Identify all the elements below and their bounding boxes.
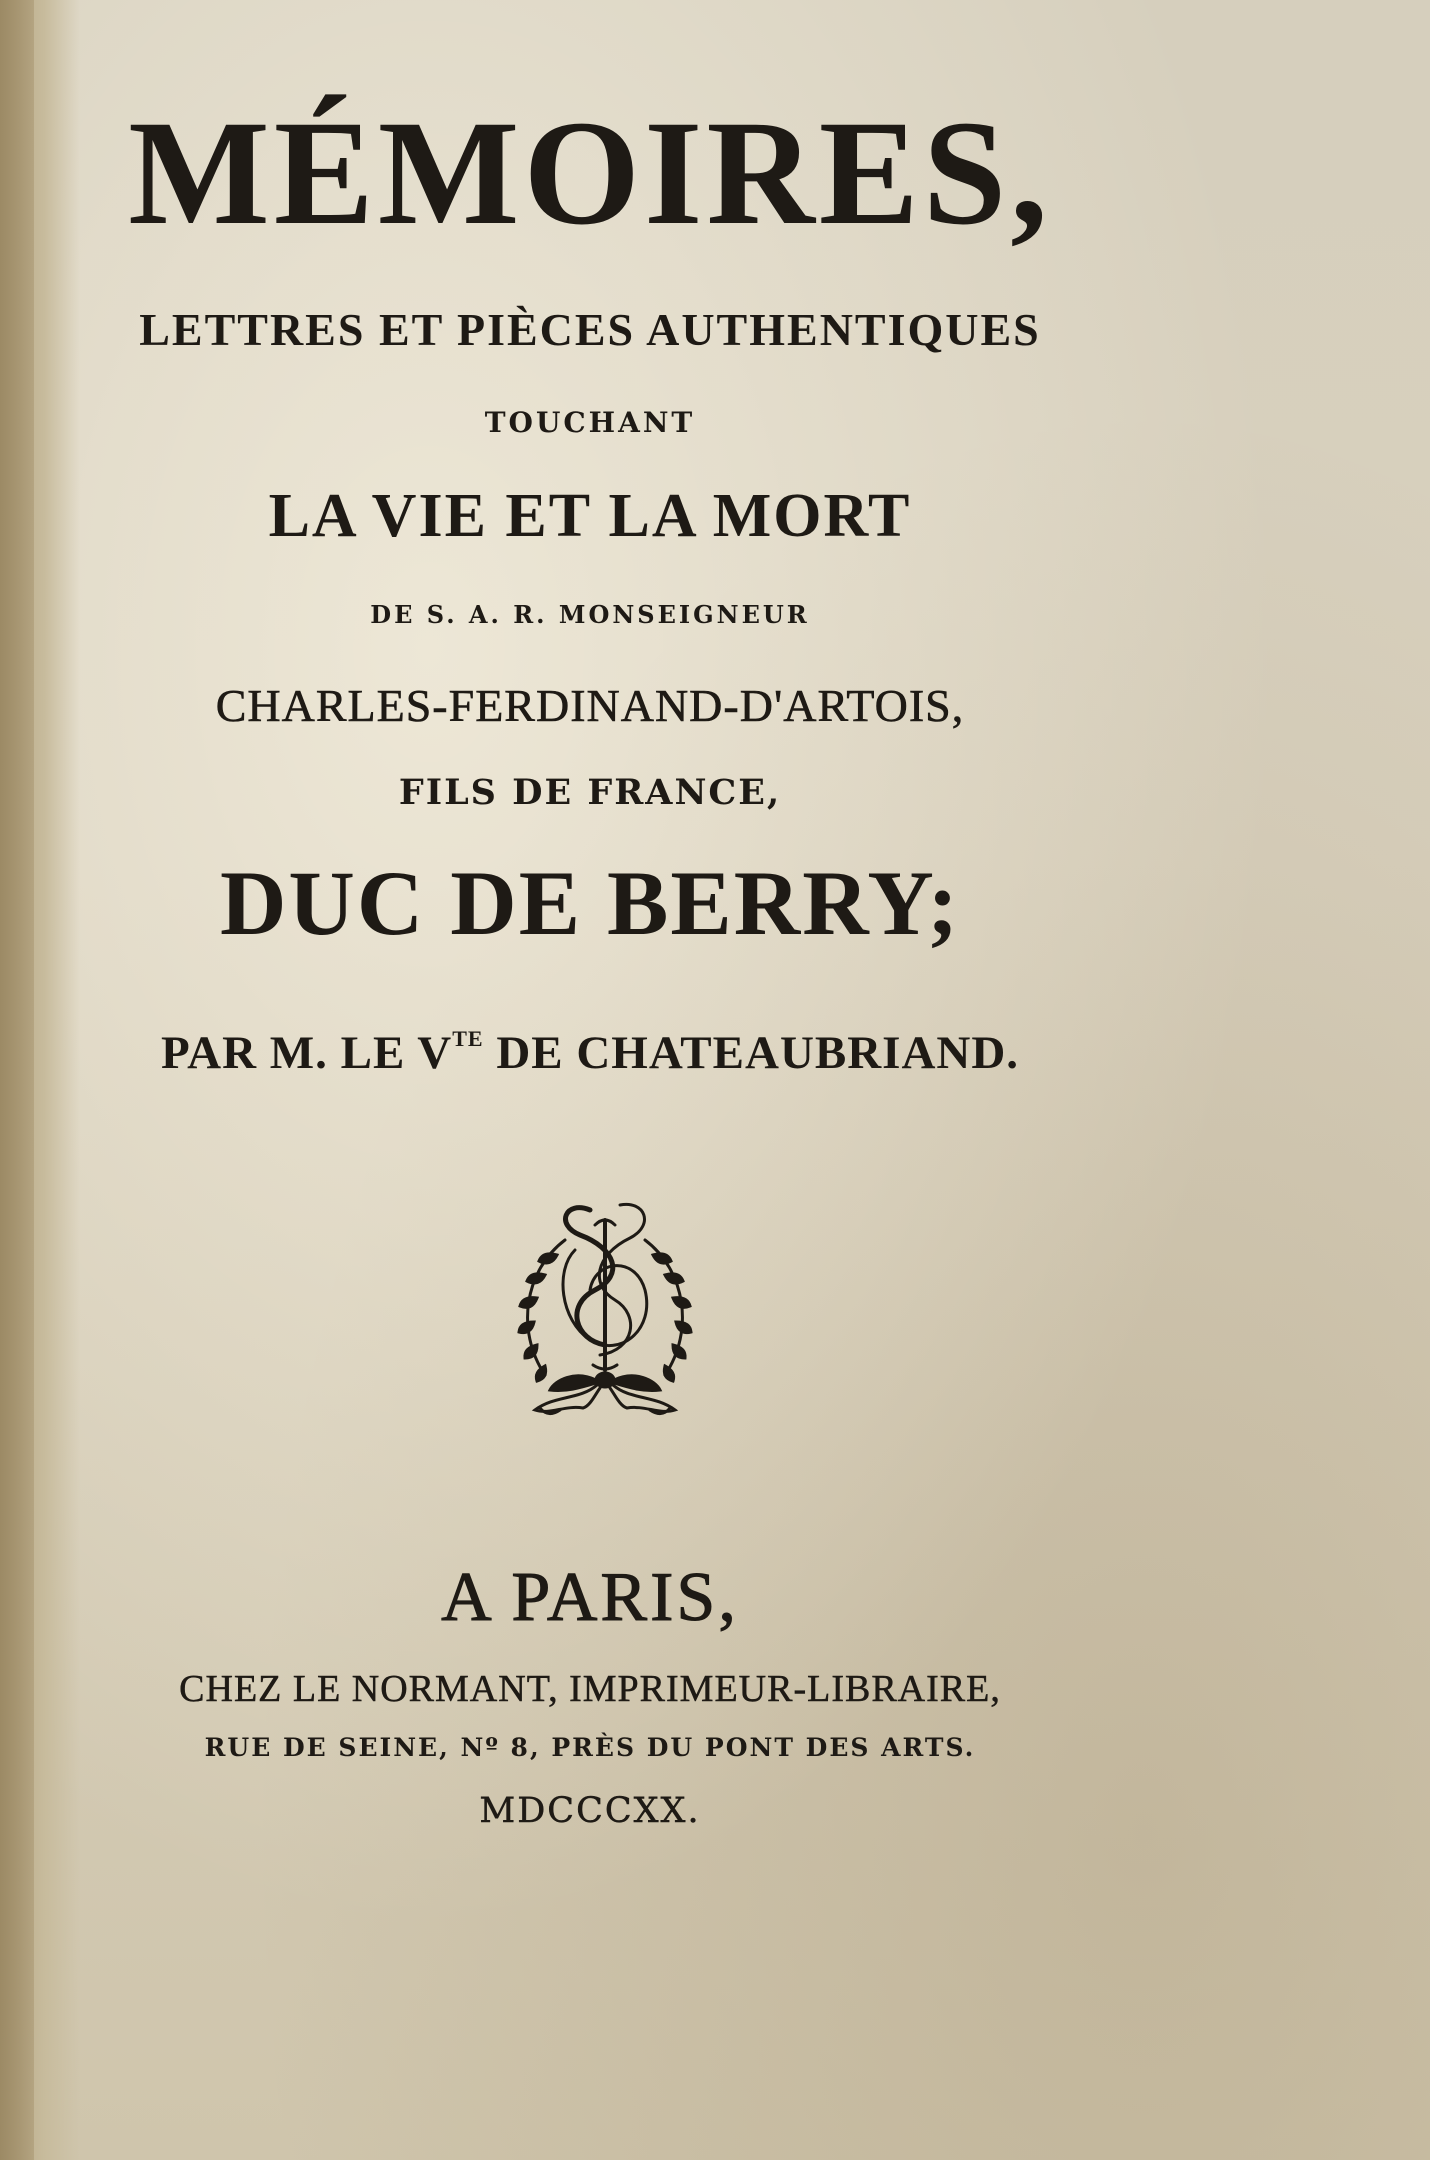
author-line xyxy=(0,1008,1180,1084)
author-prefix: PAR M. LE V xyxy=(160,1027,453,1079)
address-line: RUE DE SEINE, Nº 8, PRÈS DU PONT DES ARTS. xyxy=(204,1733,976,1762)
publication-year: MDCCCXX. xyxy=(479,1791,701,1831)
subject-name-line: CHARLES-FERDINAND-D'ARTOIS, xyxy=(215,680,965,731)
book-title: MÉMOIRES, xyxy=(128,90,1052,256)
subtitle-line: LETTRES ET PIÈCES AUTHENTIQUES xyxy=(139,304,1041,355)
monseigneur-line: DE S. A. R. MONSEIGNEUR xyxy=(370,600,810,629)
fils-de-france-line: FILS DE FRANCE, xyxy=(398,772,782,813)
vie-mort-line: LA VIE ET LA MORT xyxy=(268,482,912,550)
duc-de-berry-line: DUC DE BERRY; xyxy=(219,852,961,954)
city-line: A PARIS, xyxy=(441,1559,739,1636)
author-superscript: TE xyxy=(452,1026,484,1051)
touchant-line: TOUCHANT xyxy=(484,406,696,439)
publisher-line: CHEZ LE NORMANT, IMPRIMEUR-LIBRAIRE, xyxy=(179,1668,1001,1710)
author-name: DE CHATEAUBRIAND. xyxy=(483,1027,1020,1079)
monogram-wreath-icon xyxy=(495,1180,715,1430)
